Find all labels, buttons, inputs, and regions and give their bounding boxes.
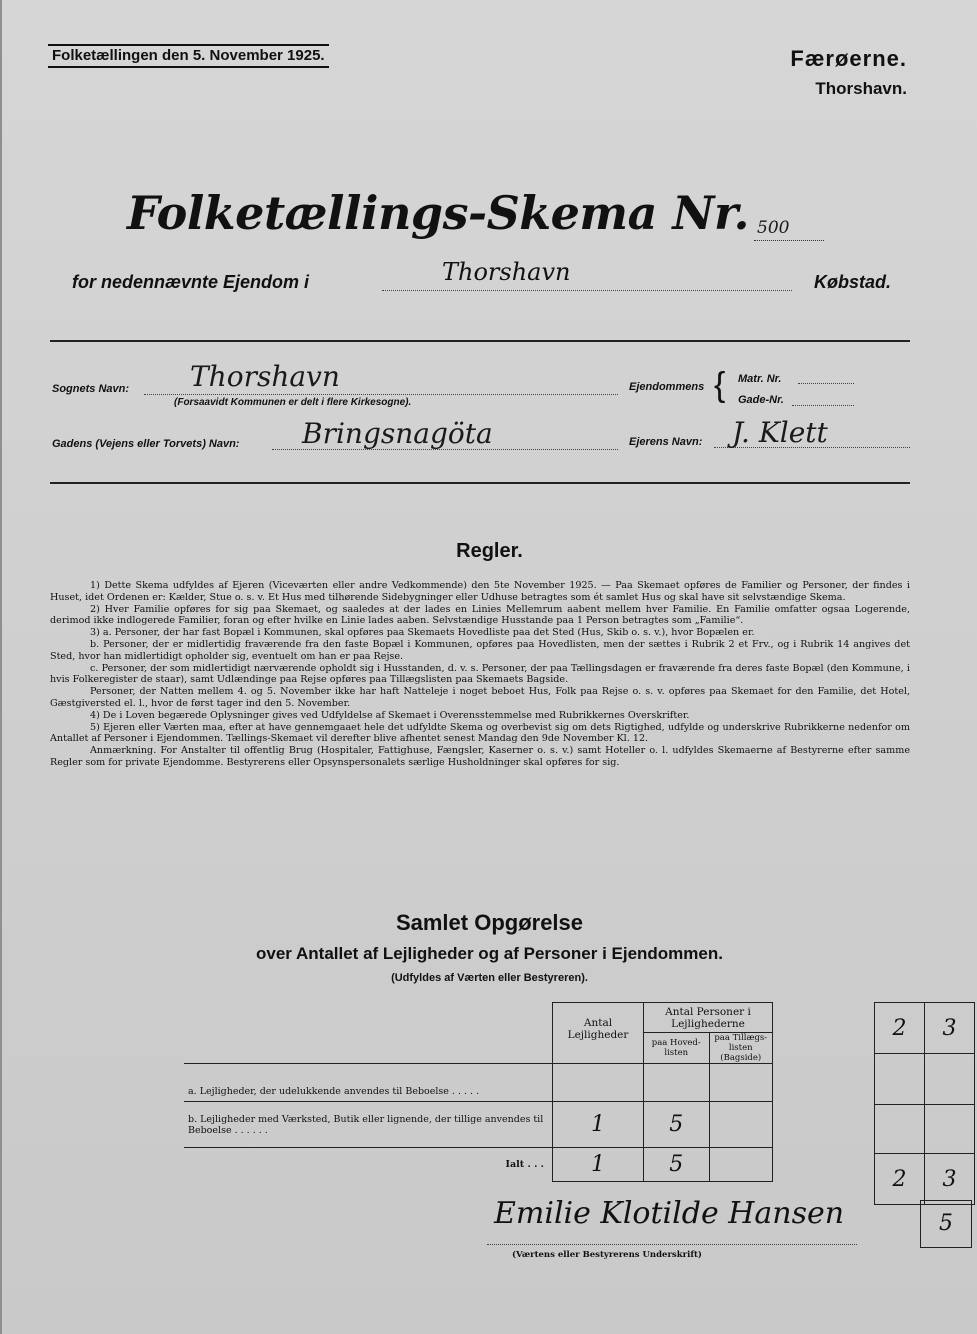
table-row-a	[184, 1064, 773, 1102]
rule-paragraph: 1) Dette Skema udfyldes af Ejeren (Viceværten eller andre Vedkommende) den 5te November 1925. — Paa Skemaet opføres de Familier og Personer, der findes i Huset, idet Ordenen er: Kælder, Stue o. s. v. Et Hus med tilhørende Sidebygninger eller Udhuse betragtes som ét samlet Hus og skal have sit selvstændige Skema.	[50, 580, 910, 603]
row-a-tillaeg[interactable]	[709, 1064, 773, 1102]
ialt-hoved[interactable]: 5	[644, 1148, 710, 1182]
side-box[interactable]: 3	[925, 1154, 975, 1205]
subtitle-dotted-line	[382, 290, 792, 291]
sogn-value: Thorshavn	[190, 360, 340, 393]
divider-middle	[50, 482, 910, 484]
side-box[interactable]	[875, 1105, 925, 1154]
side-box[interactable]: 2	[875, 1154, 925, 1205]
sogn-label: Sognets Navn:	[52, 383, 130, 395]
ialt-tillaeg[interactable]	[709, 1148, 773, 1182]
gade-nr-dotted-line	[792, 405, 854, 406]
signature-caption: (Værtens eller Bestyrerens Underskrift)	[512, 1250, 702, 1260]
table-row-ialt	[184, 1148, 773, 1182]
rule-paragraph: 2) Hver Familie opføres for sig paa Skemaet, og saaledes at der lades en Linies Mellemrum aabent mellem hver Familie. En Familie omfatter ogsaa Logerende, derimod ikke indlogerede Familier, foran og efter hvilke en Linie lades aaben. Selvstændige Husstande paa 1 Person betragtes som „Familie“.	[50, 603, 910, 627]
row-a-label: a. Lejligheder, der udelukkende anvendes til Beboelse . . . . .	[184, 1064, 553, 1102]
ejendom-label: Ejendommens	[629, 381, 705, 393]
side-tally-boxes	[874, 1002, 975, 1205]
side-box[interactable]: 2	[875, 1003, 925, 1054]
form-number-line	[754, 240, 824, 241]
form-number: 500	[757, 218, 790, 238]
signature-line	[487, 1244, 857, 1245]
brace-symbol: {	[714, 366, 726, 404]
row-ialt-label: Ialt . . .	[184, 1148, 553, 1182]
form-subtitle: for nedennævnte Ejendom i	[72, 272, 310, 292]
rule-paragraph: 5) Ejeren eller Værten maa, efter at have gennemgaaet hele det udfyldte Skema og overbevist sig om dets Rigtighed, udfylde og underskrive Rubrikkerne nedenfor om Antallet af Personer i Ejendommen. Tællings-Skemaet vil derefter blive afhentet senest Mandag den 9de November Kl. 12.	[50, 721, 910, 745]
ejer-label: Ejerens Navn:	[629, 436, 703, 448]
rule-paragraph: Personer, der Natten mellem 4. og 5. November ikke har haft Natteleje i noget beboet Hus, Folk paa Rejse o. s. v. opføres paa Skemaet for den Familie, det Hotel, Gæstgiversted el. l., hvor de først tager ind den 5. November.	[50, 686, 910, 709]
town-header: Thorshavn.	[815, 79, 907, 98]
signature: Emilie Klotilde Hansen	[494, 1196, 845, 1231]
regler-title: Regler.	[456, 540, 523, 562]
row-a-hoved[interactable]	[644, 1064, 710, 1102]
rule-paragraph: b. Personer, der er midlertidig fraværende fra den faste Bopæl i Kommunen, opføres paa Hovedlisten, men der sættes i Rubrik 2 et Frv., og i Rubrik 14 angives det Sted, hvor han midlertidigt opholder sig, eventuelt om han er paa Rejse.	[50, 638, 910, 662]
sogn-dotted-line	[144, 394, 618, 395]
samlet-title: Samlet Opgørelse	[395, 910, 584, 935]
col-tillaeg-header: paa Tillægs-listen (Bagside)	[709, 1033, 773, 1064]
rule-paragraph: 4) De i Loven begærede Oplysninger gives ved Udfyldelse af Skemaet i Overensstemmelse med Rubrikkernes Overskrifter.	[90, 709, 690, 721]
form-title: Folketællings-Skema Nr.	[127, 186, 749, 240]
row-b-label: b. Lejligheder med Værksted, Butik eller lignende, der tillige anvendes til Beboelse . . . . . .	[184, 1102, 553, 1148]
sogn-note: (Forsaavidt Kommunen er delt i flere Kirkesogne).	[174, 397, 412, 408]
subtitle-handwriting: Thorshavn	[442, 258, 571, 286]
col-personer-header: Antal Personer i Lejlighederne	[644, 1003, 773, 1033]
divider-top	[50, 340, 910, 342]
row-b-tillaeg[interactable]	[709, 1102, 773, 1148]
census-date-header: Folketællingen den 5. November 1925.	[48, 44, 329, 68]
ejer-value: J. Klett	[732, 416, 828, 449]
gade-label: Gadens (Vejens eller Torvets) Navn:	[52, 438, 240, 450]
matr-label: Matr. Nr.	[738, 373, 782, 385]
count-table	[184, 1002, 773, 1182]
gade-value: Bringsnagöta	[302, 417, 493, 450]
col-hoved-header: paa Hoved-listen	[644, 1033, 710, 1064]
side-box[interactable]: 3	[925, 1003, 975, 1054]
col-antal-header: Antal Lejligheder	[553, 1003, 644, 1064]
rule-paragraph: Anmærkning. For Anstalter til offentlig Brug (Hospitaler, Fattighuse, Fængsler, Kaserner o. s. v.) samt Hoteller o. l. udfyldes Skemaerne af Bestyrerne efter samme Regler som for private Ejendomme. Bestyrerens eller Opsynspersonalets særlige Husholdninger skal opføres for sig.	[50, 745, 910, 768]
rule-paragraph: c. Personer, der som midlertidigt nærværende opholdt sig i Husstanden, d. v. s. Personer, der paa Tællingsdagen er fraværende fra deres faste Bopæl (den Kommune, i hvis Folkeregister de staar), samt Udlændinge paa Rejse opføres paa Tillægslisten paa Skemaets Bagside.	[50, 662, 910, 686]
side-box-extra[interactable]: 5	[920, 1200, 972, 1248]
rules-text	[50, 580, 910, 769]
region-header: Færøerne.	[790, 46, 907, 71]
row-b-hoved[interactable]: 5	[644, 1102, 710, 1148]
rule-paragraph: 3) a. Personer, der har fast Bopæl i Kommunen, skal opføres paa Skemaets Hovedliste paa det Sted (Hus, Skib o. s. v.), hvor Bopælen er.	[90, 627, 755, 639]
row-b-antal[interactable]: 1	[553, 1102, 644, 1148]
table-row-b	[184, 1102, 773, 1148]
table-blank-corner	[184, 1003, 553, 1064]
samlet-note: (Udfyldes af Værten eller Bestyreren).	[391, 972, 588, 984]
side-box[interactable]	[875, 1054, 925, 1105]
census-form-sheet	[2, 0, 977, 1334]
samlet-subtitle: over Antallet af Lejligheder og af Personer i Ejendommen.	[256, 944, 723, 963]
side-box[interactable]	[925, 1105, 975, 1154]
row-a-antal[interactable]	[553, 1064, 644, 1102]
side-box[interactable]	[925, 1054, 975, 1105]
gade-nr-label: Gade-Nr.	[738, 394, 784, 406]
ialt-antal[interactable]: 1	[553, 1148, 644, 1182]
kobstad-label: Købstad.	[813, 272, 891, 292]
matr-dotted-line	[798, 383, 854, 384]
